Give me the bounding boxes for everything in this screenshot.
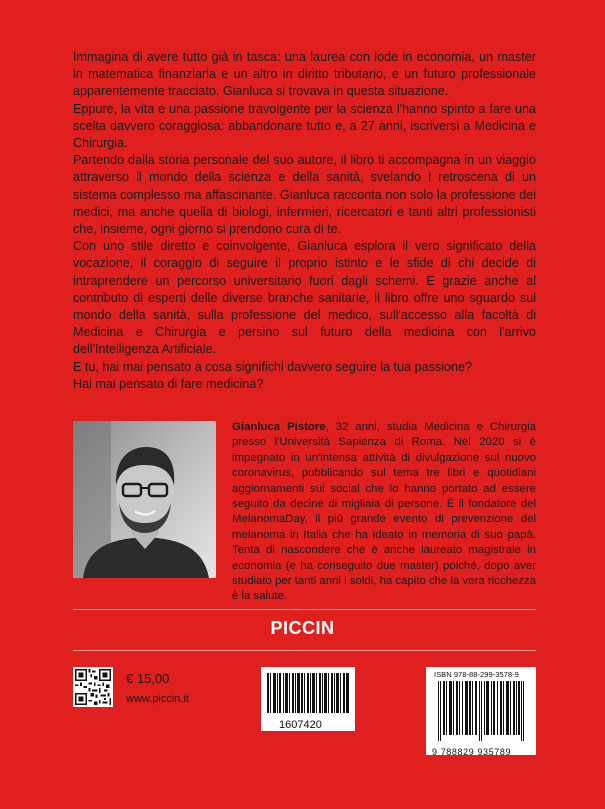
publisher-logo: PICCIN <box>270 618 335 638</box>
website-link[interactable]: www.piccin.it <box>126 693 189 705</box>
isbn-label: ISBN 978-88-299-3578-9 <box>434 670 519 679</box>
author-photo <box>73 421 216 578</box>
author-bio-text: , 32 anni, studia Medicina e Chirurgia presso l'Università Sapienza di Roma. Nel 2020 si è impegnato in un'intensa attività di divulgazione sul nuovo coronavirus, pubblicando sul tema tre libri e quotidiani aggiornamenti sui social che lo hanno portato ad essere seguito da decine di migliaia di persone. È il fondatore del MelanomaDay, il più grande evento di prevenzione del melanoma in Italia che ha ideato in memoria di suo papà. Tenta di nascondere che è anche laureato magistrale in economia (e ha conseguito due master) poiché, dopo aver studiato per tanti anni i soldi, ha capito che la vera ricchezza è la salute. <box>232 421 537 603</box>
isbn-barcode-bars <box>432 681 530 741</box>
back-cover-blurb <box>73 49 536 393</box>
divider-top <box>73 609 536 610</box>
author-bio <box>232 420 536 605</box>
divider-bottom <box>73 650 536 651</box>
author-portrait-illustration <box>73 421 216 578</box>
isbn-barcode <box>426 667 536 755</box>
blurb-paragraph-3: Partendo dalla storia personale del suo autore, il libro ti accompagna in un viaggio attraverso il mondo della scienza e della sanità, svelando i retroscena di un sistema complesso ma affascinante. Gianluca racconta non solo la professione dei medici, ma anche quella di biologi, infermieri, ricercatori e tanti altri professionisti che, insieme, ogni giorno si prendono cura di te. <box>73 153 536 237</box>
blurb-paragraph-4: Con uno stile diretto e coinvolgente, Gianluca esplora il vero significato della vocazione, il coraggio di seguire il proprio istinto e le sfide di chi decide di intraprendere un percorso universitario fuori dagli schemi. E grazie anche al contributo di esperti delle diverse branche sanitarie, il libro offre uno sguardo sul mondo della sanità, sulla professione del medico, sull'accesso alla facoltà di Medicina e Chirurgia e persino sul futuro della medicina con l'arrivo dell'Intelligenza Artificiale. <box>73 239 536 357</box>
qr-code[interactable] <box>73 667 113 707</box>
author-name: Gianluca Pistore <box>232 421 326 433</box>
blurb-question-2: Hai mai pensato di fare medicina? <box>73 376 264 391</box>
internal-barcode <box>261 667 355 731</box>
ean-digits: 9 788829 935789 <box>432 747 512 757</box>
qr-code-icon <box>75 669 111 705</box>
internal-code: 1607420 <box>279 719 322 731</box>
price: € 15,00 <box>126 671 170 686</box>
blurb-paragraph-2: Eppure, la vita e una passione travolgente per la scienza l'hanno spinto a fare una scelta davvero coraggiosa: abbandonare tutto e, a 27 anni, iscriversi a Medicina e Chirurgia. <box>73 101 536 151</box>
internal-barcode-bars <box>267 673 349 713</box>
blurb-paragraph-1: Immagina di avere tutto già in tasca: una laurea con lode in economia, un master in matematica finanziaria e un altro in diritto tributario, e un futuro professionale apparentemente tracciato. Gianluca si trovava in questa situazione. <box>73 50 536 99</box>
blurb-question-1: E tu, hai mai pensato a cosa significhi davvero seguire la tua passione? <box>73 359 473 374</box>
